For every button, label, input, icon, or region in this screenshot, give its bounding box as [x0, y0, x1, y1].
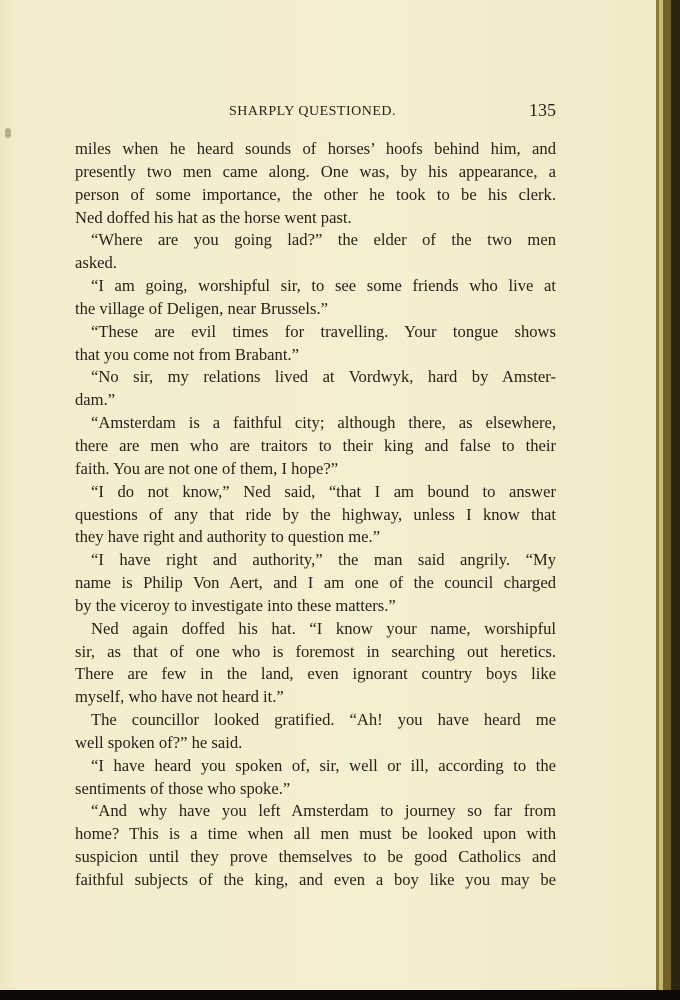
paragraph — [75, 366, 556, 412]
text-line: faith. You are not one of them, I hope?” — [75, 458, 339, 478]
running-title: SHARPLY QUESTIONED. — [229, 104, 397, 119]
paragraph — [75, 412, 556, 481]
text-line: name is Philip Von Aert, and I am one of the council charged — [75, 573, 556, 593]
paragraph — [75, 138, 556, 229]
text-line: “Amsterdam is a faithful city; although there, as elsewhere, — [91, 413, 556, 433]
text-line: “I am going, worshipful sir, to see some friends who live at — [91, 276, 556, 296]
text-line: that you come not from Brabant.” — [75, 344, 299, 364]
text-line: well spoken of?” he said. — [75, 732, 243, 752]
scan-border — [0, 990, 680, 1000]
text-line: miles when he heard sounds of horses’ hoofs behind him, and — [75, 139, 556, 158]
paragraph — [75, 481, 556, 550]
paragraph — [75, 321, 556, 367]
text-line: “I have heard you spoken of, sir, well or ill, according to the — [91, 755, 556, 775]
text-line: sir, as that of one who is foremost in searching out heretics. — [75, 641, 556, 661]
text-line: “Where are you going lad?” the elder of the two men — [91, 230, 556, 250]
text-line: “These are evil times for travelling. Your tongue shows — [91, 321, 556, 341]
paper-blemish — [5, 128, 11, 138]
paragraph — [75, 618, 556, 709]
paragraph — [75, 275, 556, 321]
text-line: questions of any that ride by the highway, unless I know that — [75, 504, 556, 524]
text-line: the village of Deligen, near Brussels.” — [75, 298, 328, 318]
text-line: “And why have you left Amsterdam to journey so far from — [91, 801, 556, 821]
text-line: asked. — [75, 253, 117, 273]
text-line: there are men who are traitors to their king and false to their — [75, 435, 556, 455]
text-line: suspicion until they prove themselves to be good Catholics and — [75, 847, 556, 867]
text-line: presently two men came along. One was, by his appearance, a — [75, 161, 556, 181]
text-line: faithful subjects of the king, and even a boy like you may be — [75, 870, 556, 889]
paragraph — [75, 755, 556, 801]
text-line: Ned again doffed his hat. “I know your name, worshipful — [91, 618, 556, 638]
text-line: “I do not know,” Ned said, “that I am bound to answer — [91, 481, 556, 501]
paragraph — [75, 549, 556, 618]
body-text — [75, 138, 556, 892]
paragraph — [75, 800, 556, 891]
book-cover-edge — [671, 0, 680, 1000]
text-line: The councillor looked gratified. “Ah! you have heard me — [91, 710, 556, 730]
text-line: they have right and authority to question me.” — [75, 527, 381, 547]
text-line: “No sir, my relations lived at Vordwyk, hard by Amster- — [91, 367, 556, 387]
text-line: by the viceroy to investigate into these matters.” — [75, 595, 396, 615]
page-header — [75, 102, 556, 124]
text-line: home? This is a time when all men must be looked upon with — [75, 824, 556, 844]
page-number: 135 — [529, 100, 556, 120]
paragraph — [75, 709, 556, 755]
text-line: There are few in the land, even ignorant country boys like — [75, 664, 556, 684]
text-line: person of some importance, the other he took to be his clerk. — [75, 184, 556, 204]
text-line: myself, who have not heard it.” — [75, 687, 284, 707]
paragraph — [75, 229, 556, 275]
text-line: sentiments of those who spoke.” — [75, 778, 291, 798]
text-line: Ned doffed his hat as the horse went past. — [75, 207, 352, 227]
text-line: “I have right and authority,” the man said angrily. “My — [91, 550, 556, 570]
page-edge — [663, 0, 671, 1000]
text-line: dam.” — [75, 390, 116, 410]
